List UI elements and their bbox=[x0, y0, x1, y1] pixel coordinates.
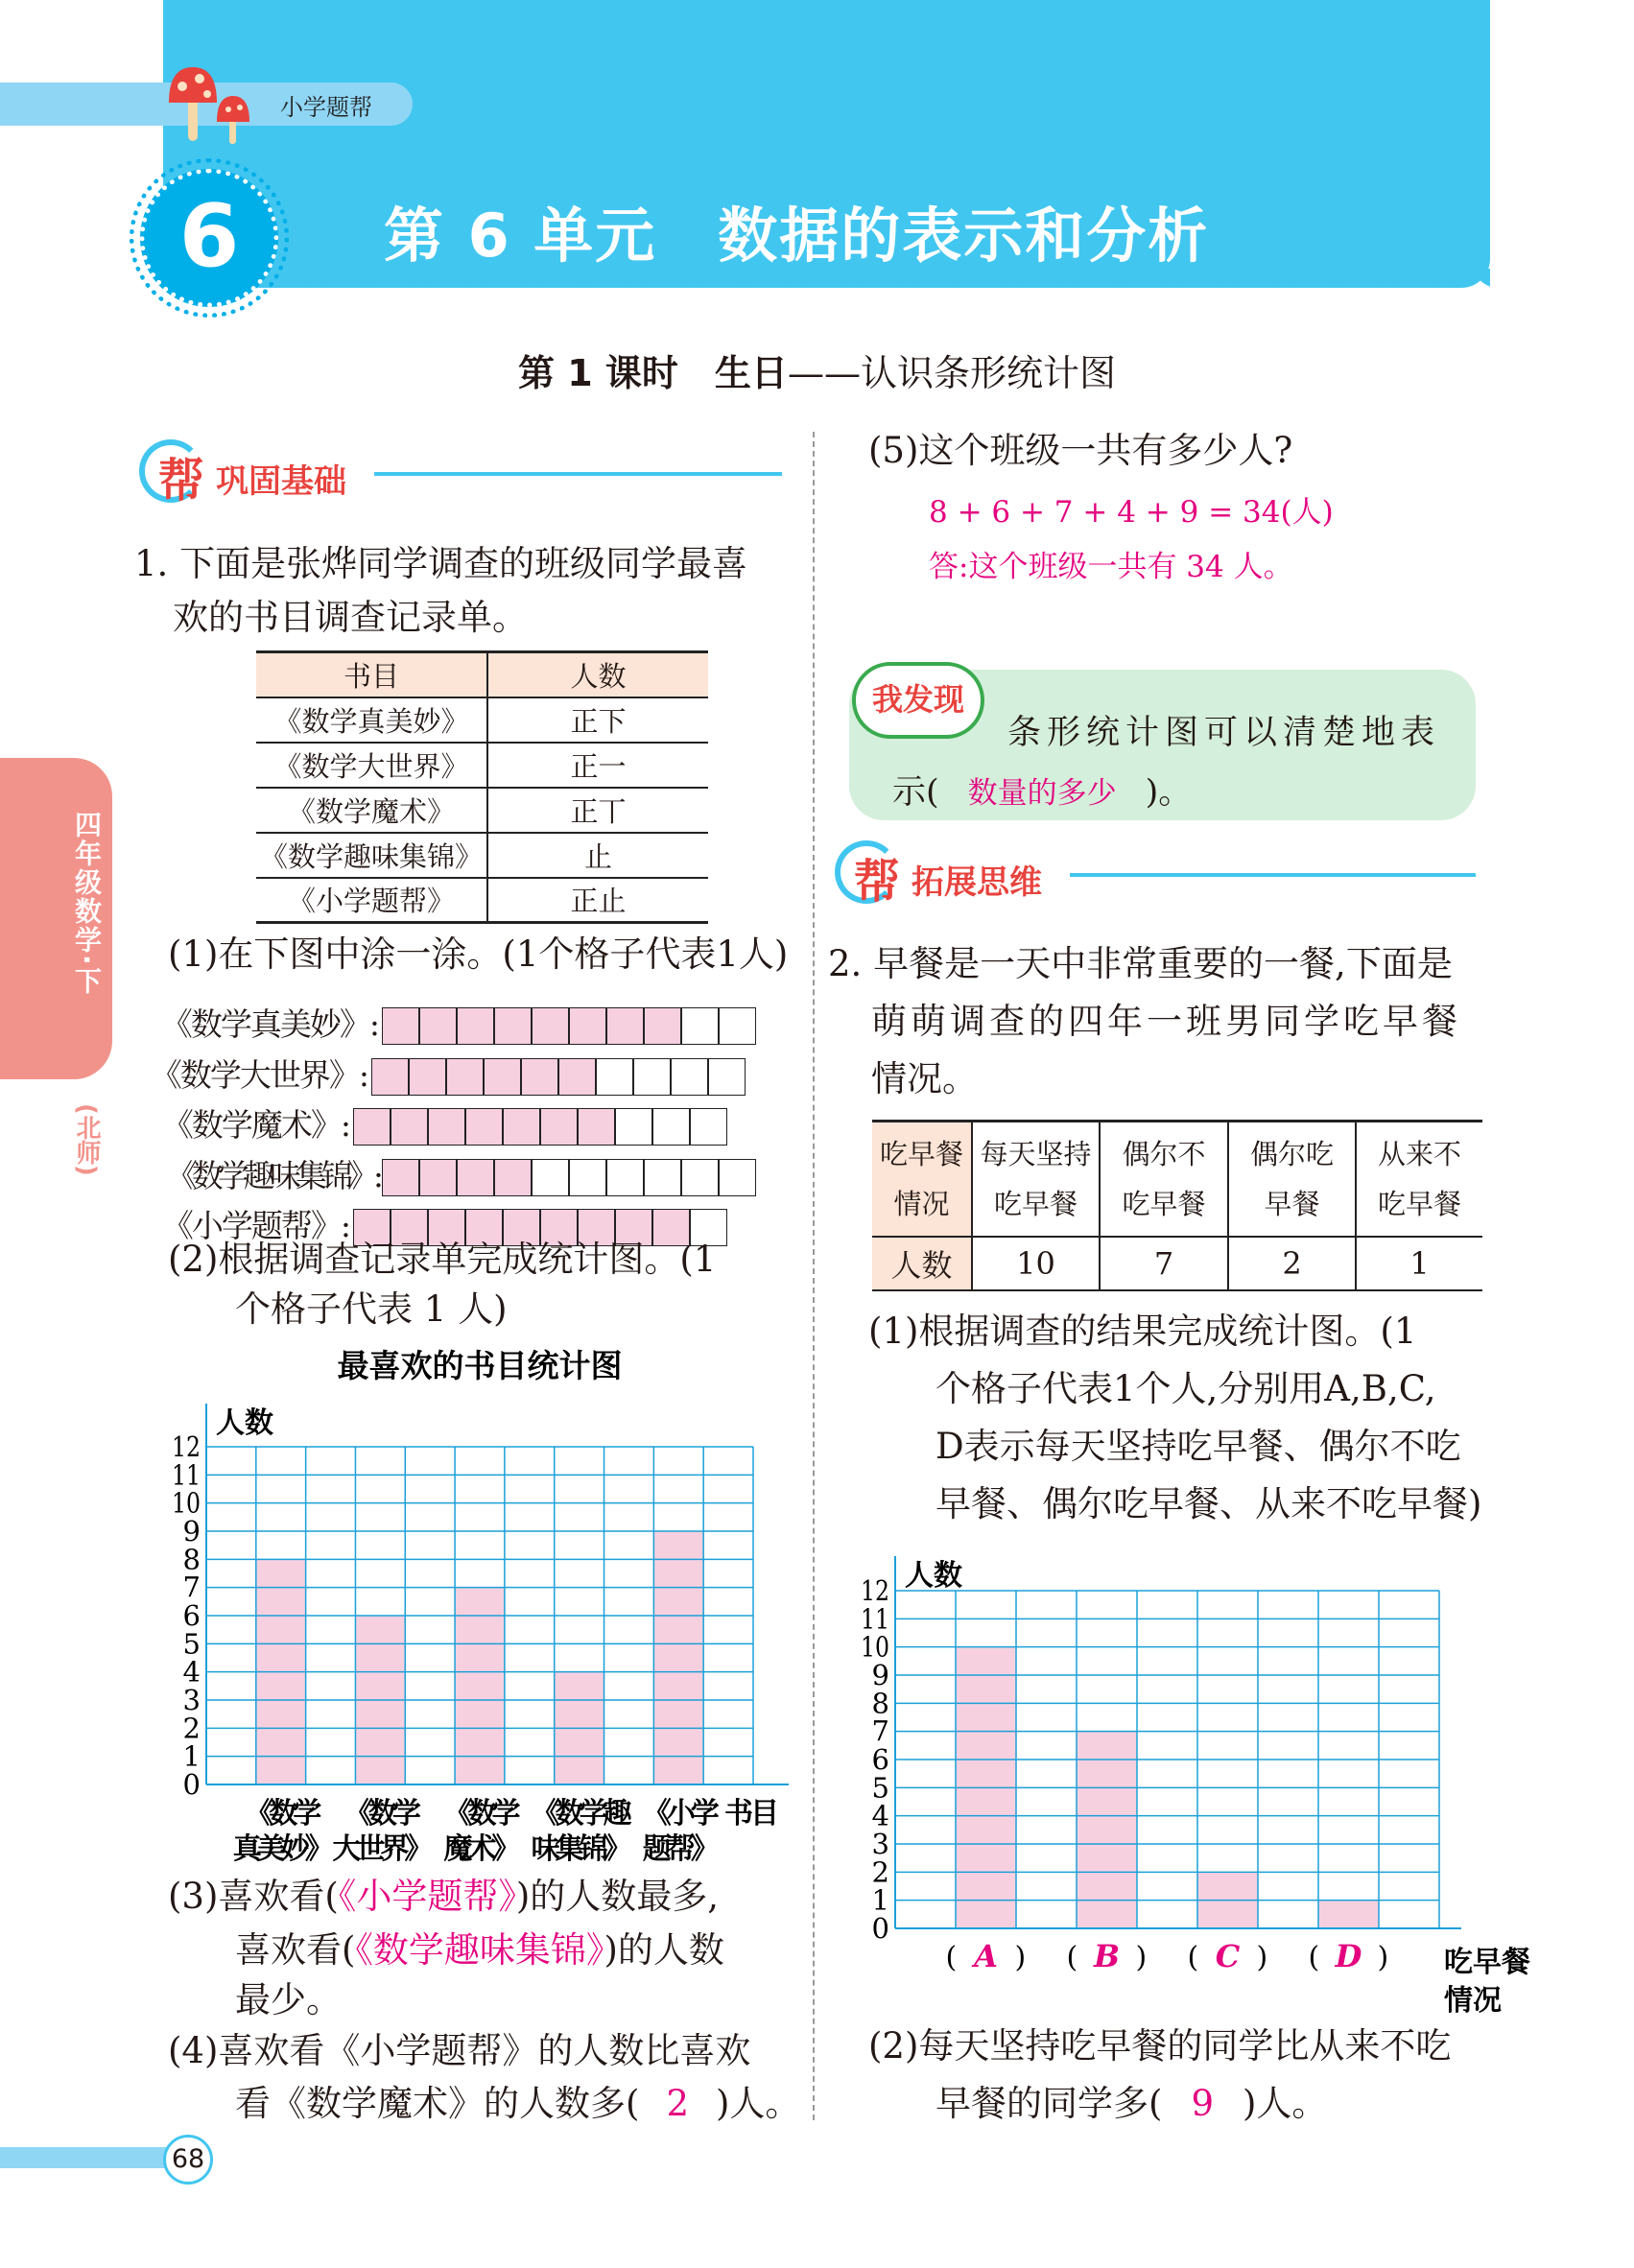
q1-part1: (1)在下图中涂一涂。(1个格子代表1人) bbox=[168, 933, 789, 975]
filled-cell[interactable] bbox=[644, 1007, 681, 1045]
banner-wave bbox=[288, 269, 1490, 307]
empty-cell[interactable] bbox=[615, 1108, 652, 1146]
paren: ) bbox=[1377, 1941, 1389, 1974]
paren: ( bbox=[1187, 1941, 1199, 1974]
q1-part2: (2)根据调查记录单完成统计图。(1 bbox=[168, 1239, 717, 1280]
q1-part3 bbox=[235, 1929, 724, 1972]
text: 早餐的同学多( bbox=[935, 2083, 1163, 2124]
q2-text: 萌萌调查的四年一班男同学吃早餐 bbox=[871, 1001, 1461, 1042]
x-tick-label: B bbox=[1093, 1938, 1121, 1974]
lesson-title bbox=[0, 343, 1634, 396]
text: 看《数学魔术》的人数多( bbox=[235, 2083, 640, 2124]
column-divider bbox=[813, 432, 815, 2120]
y-tick-label: 12 bbox=[861, 1574, 889, 1607]
q1-part4 bbox=[235, 2083, 800, 2125]
answer-text: 数量的多少 bbox=[967, 776, 1117, 811]
y-tick-label: 11 bbox=[172, 1458, 201, 1492]
table-header-row bbox=[872, 1122, 1482, 1237]
filled-cell[interactable] bbox=[428, 1108, 465, 1146]
table-header: 人数 bbox=[487, 652, 708, 697]
q2-text: 情况。 bbox=[871, 1058, 978, 1099]
y-tick-label: 0 bbox=[182, 1768, 201, 1801]
table-row bbox=[256, 833, 708, 878]
breakfast-bar-chart bbox=[844, 1535, 1535, 2034]
x-tick-label: 味集锦》 bbox=[531, 1832, 628, 1866]
paren: ) bbox=[1014, 1941, 1027, 1974]
table-header-row bbox=[256, 652, 708, 697]
answer-text: 《小学题帮》 bbox=[338, 1876, 516, 1917]
section-badge: 帮 bbox=[854, 855, 901, 909]
x-tick-label: 《小学 bbox=[642, 1797, 715, 1831]
answer-text: 答:这个班级一共有 34 人。 bbox=[929, 550, 1293, 584]
record-table bbox=[256, 650, 708, 924]
table-cell: 止 bbox=[487, 833, 708, 878]
y-tick-label: 2 bbox=[871, 1855, 889, 1889]
q1-text: 欢的书目调查记录单。 bbox=[173, 597, 528, 638]
section-label: 拓展思维 bbox=[912, 863, 1042, 902]
x-axis-label: 吃早餐 bbox=[1444, 1946, 1530, 1979]
empty-cell[interactable] bbox=[719, 1007, 756, 1045]
table-header: 从来不 吃早餐 bbox=[1356, 1122, 1482, 1237]
filled-cell[interactable] bbox=[465, 1108, 503, 1146]
page-strip bbox=[0, 2147, 173, 2168]
filled-cell[interactable] bbox=[484, 1058, 521, 1096]
discover-text bbox=[892, 766, 1192, 814]
y-tick-label: 7 bbox=[871, 1714, 889, 1748]
table-cell: 正止 bbox=[487, 878, 708, 923]
paren: ) bbox=[1135, 1941, 1148, 1974]
empty-cell[interactable] bbox=[719, 1159, 756, 1196]
empty-cell[interactable] bbox=[681, 1159, 719, 1196]
empty-cell[interactable] bbox=[633, 1058, 671, 1096]
filled-cell[interactable] bbox=[606, 1007, 644, 1045]
section-divider bbox=[1070, 873, 1476, 877]
filled-cell[interactable] bbox=[382, 1007, 419, 1045]
q2-text: 2. 早餐是一天中非常重要的一餐,下面是 bbox=[828, 943, 1453, 984]
x-tick-label: D bbox=[1335, 1938, 1362, 1974]
text: 示( bbox=[892, 773, 939, 812]
table-cell: 《数学趣味集锦》 bbox=[256, 833, 487, 878]
x-tick-label: A bbox=[974, 1938, 998, 1974]
filled-cell[interactable] bbox=[446, 1058, 484, 1096]
table-header: 吃早餐 情况 bbox=[872, 1122, 972, 1237]
filled-cell[interactable] bbox=[532, 1007, 569, 1045]
y-tick-label: 9 bbox=[182, 1515, 201, 1547]
empty-cell[interactable] bbox=[690, 1108, 727, 1146]
empty-cell[interactable] bbox=[644, 1159, 681, 1196]
text: )的人数 bbox=[604, 1929, 724, 1971]
empty-cell[interactable] bbox=[532, 1159, 569, 1196]
table-row bbox=[256, 788, 708, 833]
paren: ( bbox=[945, 1941, 958, 1974]
filled-cell[interactable] bbox=[578, 1108, 615, 1146]
y-tick-label: 10 bbox=[172, 1486, 201, 1520]
table-cell: 10 bbox=[972, 1237, 1100, 1290]
breakfast-table bbox=[872, 1120, 1482, 1291]
table-cell: 7 bbox=[1100, 1237, 1228, 1290]
y-tick-label: 7 bbox=[182, 1571, 201, 1604]
fill-row-label: 《小学题帮》: bbox=[161, 1207, 349, 1244]
table-header: 偶尔吃 早餐 bbox=[1228, 1122, 1356, 1237]
y-tick-label: 8 bbox=[871, 1687, 889, 1720]
brand-name: 小学题帮 bbox=[280, 94, 372, 121]
x-tick-label: 大世界》 bbox=[332, 1832, 429, 1866]
empty-cell[interactable] bbox=[681, 1007, 719, 1045]
filled-cell[interactable] bbox=[558, 1058, 596, 1096]
unit-number-badge: 6 bbox=[140, 169, 278, 307]
text: )人。 bbox=[715, 2083, 801, 2124]
lesson-title-sub: ——认识条形统计图 bbox=[787, 352, 1116, 394]
y-axis-label: 人数 bbox=[216, 1406, 273, 1440]
filled-cell[interactable] bbox=[503, 1108, 540, 1146]
filled-cell[interactable] bbox=[494, 1007, 532, 1045]
text: )的人数最多, bbox=[515, 1876, 720, 1917]
empty-cell[interactable] bbox=[606, 1159, 644, 1196]
filled-cell[interactable] bbox=[569, 1007, 606, 1045]
empty-cell[interactable] bbox=[671, 1058, 708, 1096]
y-tick-label: 9 bbox=[871, 1659, 889, 1691]
filled-cell[interactable] bbox=[521, 1058, 558, 1096]
filled-cell[interactable] bbox=[391, 1108, 428, 1146]
text: (3)喜欢看( bbox=[168, 1876, 339, 1917]
y-tick-label: 12 bbox=[172, 1430, 201, 1463]
table-row bbox=[872, 1237, 1482, 1290]
q1-part3: 最少。 bbox=[235, 1979, 342, 2020]
fill-row-label: 《数学大世界》: bbox=[150, 1056, 367, 1094]
y-tick-label: 8 bbox=[182, 1543, 201, 1576]
section-divider bbox=[374, 472, 782, 476]
unit-title: 第 6 单元 数据的表示和分析 bbox=[384, 201, 1210, 271]
y-tick-label: 2 bbox=[182, 1712, 201, 1745]
filled-cell[interactable] bbox=[353, 1108, 391, 1146]
q1-part4: (4)喜欢看《小学题帮》的人数比喜欢 bbox=[168, 2030, 751, 2071]
filled-cell[interactable] bbox=[371, 1058, 409, 1096]
x-tick-label: 真美妙》 bbox=[232, 1832, 329, 1866]
y-tick-label: 1 bbox=[871, 1883, 889, 1917]
paren: ) bbox=[1256, 1941, 1268, 1974]
empty-cell[interactable] bbox=[596, 1058, 633, 1096]
y-tick-label: 4 bbox=[871, 1799, 889, 1832]
x-tick-label: 《数学趣 bbox=[531, 1797, 628, 1831]
q1-text: 1. 下面是张烨同学调查的班级同学最喜 bbox=[134, 543, 748, 584]
y-tick-label: 5 bbox=[182, 1627, 201, 1661]
q2-part1: (1)根据调查的结果完成统计图。(1 bbox=[868, 1311, 1417, 1352]
table-cell: 《小学题帮》 bbox=[256, 878, 487, 923]
x-tick-label: 魔术》 bbox=[443, 1832, 516, 1866]
y-tick-label: 10 bbox=[861, 1630, 889, 1664]
q1-part5: (5)这个班级一共有多少人? bbox=[868, 430, 1293, 471]
table-cell: 《数学真美妙》 bbox=[256, 697, 487, 743]
y-tick-label: 11 bbox=[861, 1602, 889, 1636]
y-tick-label: 5 bbox=[871, 1771, 889, 1805]
filled-cell[interactable] bbox=[419, 1159, 457, 1196]
lesson-title-main: 第 1 课时 生日 bbox=[518, 352, 788, 394]
empty-cell[interactable] bbox=[652, 1108, 690, 1146]
discover-badge: 我发现 bbox=[852, 662, 984, 739]
x-tick-label: 《数学 bbox=[343, 1797, 416, 1831]
section-header-extension bbox=[835, 840, 1476, 908]
fill-row-label: 《数学趣味集锦》: bbox=[165, 1157, 378, 1194]
filled-cell[interactable] bbox=[382, 1159, 419, 1196]
x-tick-label: 题帮》 bbox=[642, 1832, 715, 1866]
fill-row-label: 《数学真美妙》: bbox=[160, 1005, 378, 1043]
filled-cell[interactable] bbox=[494, 1159, 532, 1196]
book-bar-chart bbox=[144, 1338, 816, 1876]
y-tick-label: 0 bbox=[871, 1912, 889, 1945]
mushroom-icon bbox=[161, 59, 276, 146]
table-row bbox=[256, 743, 708, 788]
x-axis-label: 书目 bbox=[724, 1797, 776, 1831]
bar bbox=[653, 1531, 703, 1784]
x-tick-label: 《数学 bbox=[443, 1797, 516, 1831]
x-axis-label: 情况 bbox=[1444, 1984, 1502, 2018]
grade-label: 四年级数学·下 bbox=[71, 811, 103, 996]
table-header: 书目 bbox=[256, 652, 487, 697]
page-number: 68 bbox=[163, 2135, 213, 2185]
q2-part1: 个格子代表1个人,分别用A,B,C, bbox=[935, 1368, 1436, 1409]
answer-calc: 8 + 6 + 7 + 4 + 9 = 34(人) bbox=[929, 495, 1334, 530]
table-header: 每天坚持 吃早餐 bbox=[972, 1122, 1100, 1237]
bar bbox=[1318, 1901, 1379, 1928]
table-cell: 《数学大世界》 bbox=[256, 743, 487, 788]
bar bbox=[455, 1588, 505, 1784]
table-cell: 正一 bbox=[487, 743, 708, 788]
section-badge: 帮 bbox=[158, 454, 205, 508]
bar bbox=[1077, 1732, 1137, 1928]
answer-text: 2 bbox=[666, 2083, 689, 2124]
y-tick-label: 3 bbox=[871, 1828, 889, 1860]
chart-title: 最喜欢的书目统计图 bbox=[337, 1347, 623, 1384]
paren: ( bbox=[1066, 1941, 1078, 1974]
x-tick-label: C bbox=[1215, 1938, 1241, 1974]
empty-cell[interactable] bbox=[569, 1159, 606, 1196]
table-header: 偶尔不 吃早餐 bbox=[1100, 1122, 1228, 1237]
section-header-basics bbox=[139, 439, 782, 507]
filled-cell[interactable] bbox=[409, 1058, 446, 1096]
q1-part2: 个格子代表 1 人) bbox=[235, 1288, 508, 1330]
table-row bbox=[256, 878, 708, 923]
fill-row-label: 《数学魔术》: bbox=[161, 1106, 349, 1144]
y-tick-label: 3 bbox=[182, 1684, 201, 1716]
text: 喜欢看( bbox=[235, 1929, 356, 1971]
filled-cell[interactable] bbox=[540, 1108, 578, 1146]
table-cell: 1 bbox=[1356, 1237, 1482, 1290]
y-tick-label: 6 bbox=[871, 1743, 889, 1776]
q1-part3 bbox=[168, 1876, 719, 1918]
answer-text: 《数学趣味集锦》 bbox=[355, 1929, 604, 1971]
table-cell: 《数学魔术》 bbox=[256, 788, 487, 833]
y-tick-label: 6 bbox=[182, 1599, 201, 1632]
y-tick-label: 1 bbox=[182, 1739, 201, 1773]
filled-cell[interactable] bbox=[457, 1007, 494, 1045]
table-cell: 正下 bbox=[487, 697, 708, 743]
y-tick-label: 4 bbox=[182, 1655, 201, 1689]
text: )人。 bbox=[1242, 2083, 1328, 2124]
table-row bbox=[256, 697, 708, 743]
discover-text: 条形统计图可以清楚地表 bbox=[1007, 714, 1441, 752]
edition-label: (北师) bbox=[72, 1103, 101, 1176]
answer-text: 9 bbox=[1191, 2083, 1214, 2124]
q2-part1: D表示每天坚持吃早餐、偶尔不吃 bbox=[935, 1426, 1461, 1467]
empty-cell[interactable] bbox=[708, 1058, 746, 1096]
table-cell: 2 bbox=[1228, 1237, 1356, 1290]
table-cell: 人数 bbox=[872, 1237, 972, 1290]
filled-cell[interactable] bbox=[457, 1159, 494, 1196]
filled-cell[interactable] bbox=[419, 1007, 457, 1045]
q2-part1: 早餐、偶尔吃早餐、从来不吃早餐) bbox=[935, 1483, 1482, 1524]
q2-part2: (2)每天坚持吃早餐的同学比从来不吃 bbox=[868, 2025, 1452, 2067]
paren: ( bbox=[1308, 1941, 1320, 1974]
x-tick-label: 《数学 bbox=[245, 1797, 318, 1831]
q2-part2 bbox=[935, 2083, 1327, 2125]
section-label: 巩固基础 bbox=[216, 462, 346, 501]
y-axis-label: 人数 bbox=[905, 1559, 962, 1593]
table-cell: 正丅 bbox=[487, 788, 708, 833]
text: )。 bbox=[1145, 773, 1193, 812]
